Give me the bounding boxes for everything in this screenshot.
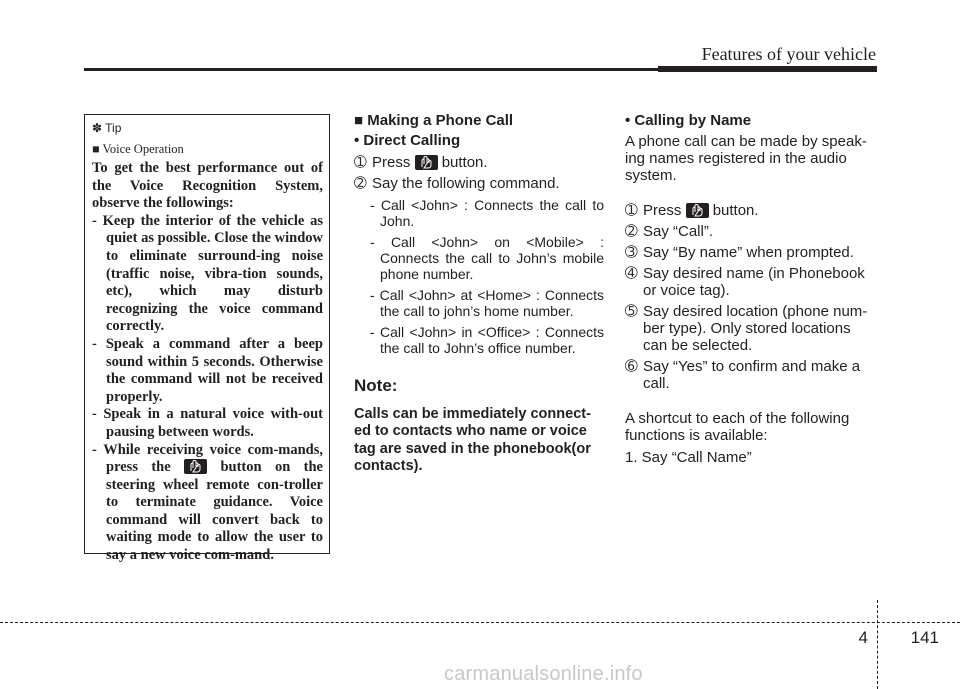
shortcut-intro: A shortcut to each of the following functions is available: — [625, 410, 850, 444]
tip-box — [84, 114, 330, 564]
step-text: Say desired location (phone num-ber type). Only stored locations can be selected. — [643, 303, 868, 354]
step-number: ➂ — [625, 244, 638, 261]
voice-button-icon — [184, 459, 207, 474]
footer-divider — [877, 600, 878, 689]
name-step-1 — [625, 202, 878, 219]
direct-step-1 — [354, 154, 604, 171]
name-step — [625, 244, 878, 261]
command-item: - Call <John> on <Mobile> : Connects the call to John’s mobile phone number. — [370, 234, 604, 282]
tip-list — [92, 213, 323, 565]
making-call-column — [354, 111, 604, 475]
step-number: ➀ — [354, 154, 367, 171]
name-step — [625, 265, 878, 299]
step-text-before: Press — [372, 154, 411, 171]
step-number: ➁ — [354, 175, 367, 192]
tip-intro: To get the best performance out of the Voice Recognition System, observe the followings: — [92, 160, 323, 212]
step-number: ➁ — [625, 223, 638, 240]
step-number: ➃ — [625, 265, 638, 282]
tip-heading: ✽ Tip — [92, 121, 122, 135]
step-text: Say “Call”. — [643, 223, 714, 240]
note-title: Note: — [354, 376, 398, 395]
name-step — [625, 223, 878, 240]
step-text-before: Press — [643, 202, 682, 219]
step-text-after: button. — [712, 202, 759, 219]
step-text: Say desired name (in Phonebook or voice tag). — [643, 265, 865, 299]
tip-item-last-after: button on the steering wheel remote con-troller to terminate guidance. Voice command will convert back to waiting mode to allow the user to say a new voice com-mand. — [106, 459, 323, 564]
voice-button-icon — [415, 155, 438, 170]
step-text-after: button. — [441, 154, 488, 171]
direct-step-2 — [354, 175, 604, 192]
voice-button-icon — [686, 203, 709, 218]
name-step — [625, 358, 878, 392]
tip-subheading: ■ Voice Operation — [92, 142, 184, 156]
tip-item: - Speak in a natural voice with-out pausing between words. — [92, 406, 323, 440]
direct-calling-title: • Direct Calling — [354, 132, 461, 149]
step-text: Say the following command. — [372, 175, 560, 192]
command-item: - Call <John> at <Home> : Connects the call to john’s home number. — [370, 287, 604, 319]
page-number: 141 — [910, 628, 939, 647]
footer-rule — [0, 622, 960, 623]
step-number: ➄ — [625, 303, 638, 320]
note-body: Calls can be immediately connect-ed to contacts who name or voice tag are saved in the phonebook(or contacts). — [354, 406, 591, 474]
name-step — [625, 303, 878, 354]
shortcut-item: 1. Say “Call Name” — [625, 449, 752, 466]
making-call-title: ■ Making a Phone Call — [354, 112, 514, 129]
watermark: carmanualsonline.info — [444, 663, 643, 685]
step-text: Say “Yes” to confirm and make a call. — [643, 358, 861, 392]
tip-item-last-before: - While receiving voice com-mands, press the — [92, 441, 323, 476]
command-item: - Call <John> : Connects the call to John. — [370, 197, 604, 229]
calling-by-name-title: • Calling by Name — [625, 112, 752, 129]
header-rule-accent — [658, 66, 877, 72]
command-item: - Call <John> in <Office> : Connects the call to John’s office number. — [370, 324, 604, 356]
step-number: ➀ — [625, 202, 638, 219]
tip-item-last — [92, 442, 323, 565]
chapter-number: 4 — [858, 628, 868, 647]
tip-item: - Speak a command after a beep sound within 5 seconds. Otherwise the command will not be received properly. — [92, 335, 323, 405]
step-number: ➅ — [625, 358, 638, 375]
calling-by-name-intro: A phone call can be made by speak-ing names registered in the audio system. — [625, 133, 867, 184]
tip-item: - Keep the interior of the vehicle as quiet as possible. Close the window to eliminate surround-ing noise (traffic noise, vibra-tion sounds, etc), which may disturb recognizing the voice command correctly. — [92, 212, 323, 335]
step-text: Say “By name” when prompted. — [643, 244, 854, 261]
section-title: Features of your vehicle — [701, 44, 876, 64]
calling-by-name-column — [625, 111, 878, 466]
